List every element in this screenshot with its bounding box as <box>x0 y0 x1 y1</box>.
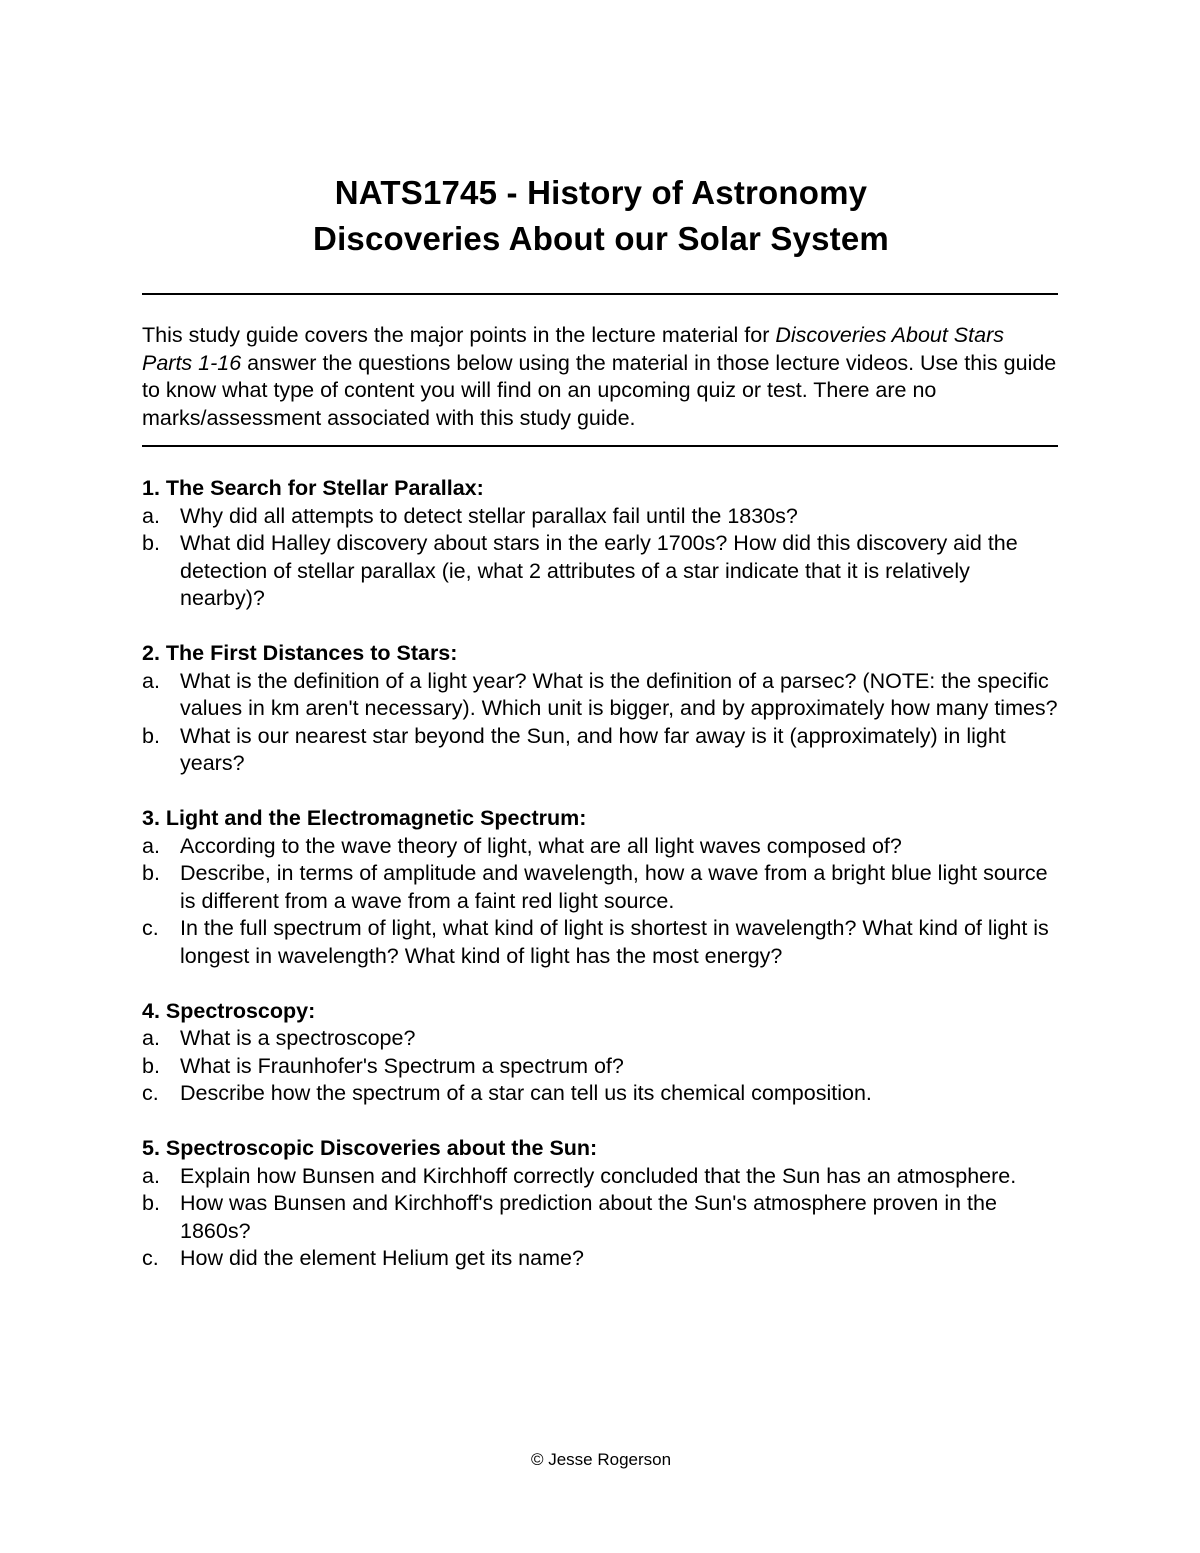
question-letter: b. <box>142 531 160 555</box>
section-sun-discoveries <box>142 1135 1060 1273</box>
question-text: What is Fraunhofer's Spectrum a spectrum of? <box>180 1053 624 1078</box>
question-text: What is our nearest star beyond the Sun, and how far away is it (approximately) in light years? <box>180 723 1006 775</box>
question-letter: a. <box>142 1026 160 1050</box>
question-letter: b. <box>142 1053 160 1078</box>
question-letter: a. <box>142 668 160 693</box>
question-text: How was Bunsen and Kirchhoff's prediction about the Sun's atmosphere proven in the 1860s? <box>180 1191 997 1243</box>
question-item <box>142 1245 1060 1273</box>
question-letter: a. <box>142 833 160 858</box>
question-item <box>142 1190 1060 1245</box>
question-letter: c. <box>142 1246 159 1270</box>
document-title <box>142 170 1060 262</box>
question-text: According to the wave theory of light, what are all light waves composed of? <box>180 833 902 858</box>
question-letter: b. <box>142 1191 160 1215</box>
intro-text-end: answer the questions below using the material in those lecture videos. Use this guide to know what type of content you will find on an upcoming quiz or test. There are no marks/assessment associated with this study guide. <box>142 350 1057 430</box>
section-first-distances <box>142 640 1060 778</box>
question-item <box>142 915 1060 970</box>
section-stellar-parallax <box>142 475 1060 613</box>
question-sections <box>142 475 1060 1300</box>
guide-title: Discoveries About our Solar System <box>313 220 889 257</box>
section-heading: 3. Light and the Electromagnetic Spectrum: <box>142 806 587 830</box>
question-item <box>142 833 1060 861</box>
question-item <box>142 1080 1060 1108</box>
section-spectroscopy <box>142 998 1060 1108</box>
section-heading: 2. The First Distances to Stars: <box>142 641 458 665</box>
question-letter: c. <box>142 1081 159 1105</box>
question-text: Why did all attempts to detect stellar parallax fail until the 1830s? <box>180 503 798 528</box>
intro-text-start: This study guide covers the major points in the lecture material for <box>142 323 776 347</box>
question-item <box>142 860 1060 915</box>
question-letter: a. <box>142 1163 160 1188</box>
document-page <box>142 0 1060 1553</box>
question-item <box>142 723 1060 778</box>
question-item <box>142 1025 1060 1053</box>
copyright-footer: © Jesse Rogerson <box>530 1450 672 1469</box>
question-text: How did the element Helium get its name? <box>180 1246 584 1270</box>
question-item <box>142 1163 1060 1191</box>
intro-emphasis: Discoveries About Stars Parts 1-16 <box>142 323 1004 375</box>
intro-paragraph <box>142 322 1058 432</box>
question-item <box>142 530 1060 613</box>
section-light-spectrum <box>142 805 1060 970</box>
question-text: What is the definition of a light year? What is the definition of a parsec? (NOTE: the specific values in km aren't necessary). Which unit is bigger, and by approximately how many times? <box>180 668 1058 720</box>
question-letter: c. <box>142 916 159 940</box>
question-text: Describe how the spectrum of a star can tell us its chemical composition. <box>180 1081 872 1105</box>
section-heading: 1. The Search for Stellar Parallax: <box>142 476 484 500</box>
question-text: In the full spectrum of light, what kind of light is shortest in wavelength? What kind of light is longest in wavelength? What kind of light has the most energy? <box>180 916 1049 968</box>
course-title: NATS1745 - History of Astronomy <box>334 174 868 211</box>
section-heading: 4. Spectroscopy: <box>142 998 316 1023</box>
bottom-divider <box>142 445 1058 447</box>
question-text: What is a spectroscope? <box>180 1026 416 1050</box>
question-letter: a. <box>142 503 160 528</box>
question-letter: b. <box>142 723 160 748</box>
question-text: What did Halley discovery about stars in the early 1700s? How did this discovery aid the detection of stellar parallax (ie, what 2 attributes of a star indicate that it is relatively nearby)? <box>180 531 1018 610</box>
question-item <box>142 1053 1060 1081</box>
question-text: Describe, in terms of amplitude and wavelength, how a wave from a bright blue light source is different from a wave from a faint red light source. <box>180 861 1048 913</box>
question-text: Explain how Bunsen and Kirchhoff correctly concluded that the Sun has an atmosphere. <box>180 1163 1017 1188</box>
question-letter: b. <box>142 861 160 885</box>
section-heading: 5. Spectroscopic Discoveries about the Sun: <box>142 1136 598 1160</box>
question-item <box>142 668 1060 723</box>
question-item <box>142 503 1060 531</box>
top-divider <box>142 293 1058 295</box>
